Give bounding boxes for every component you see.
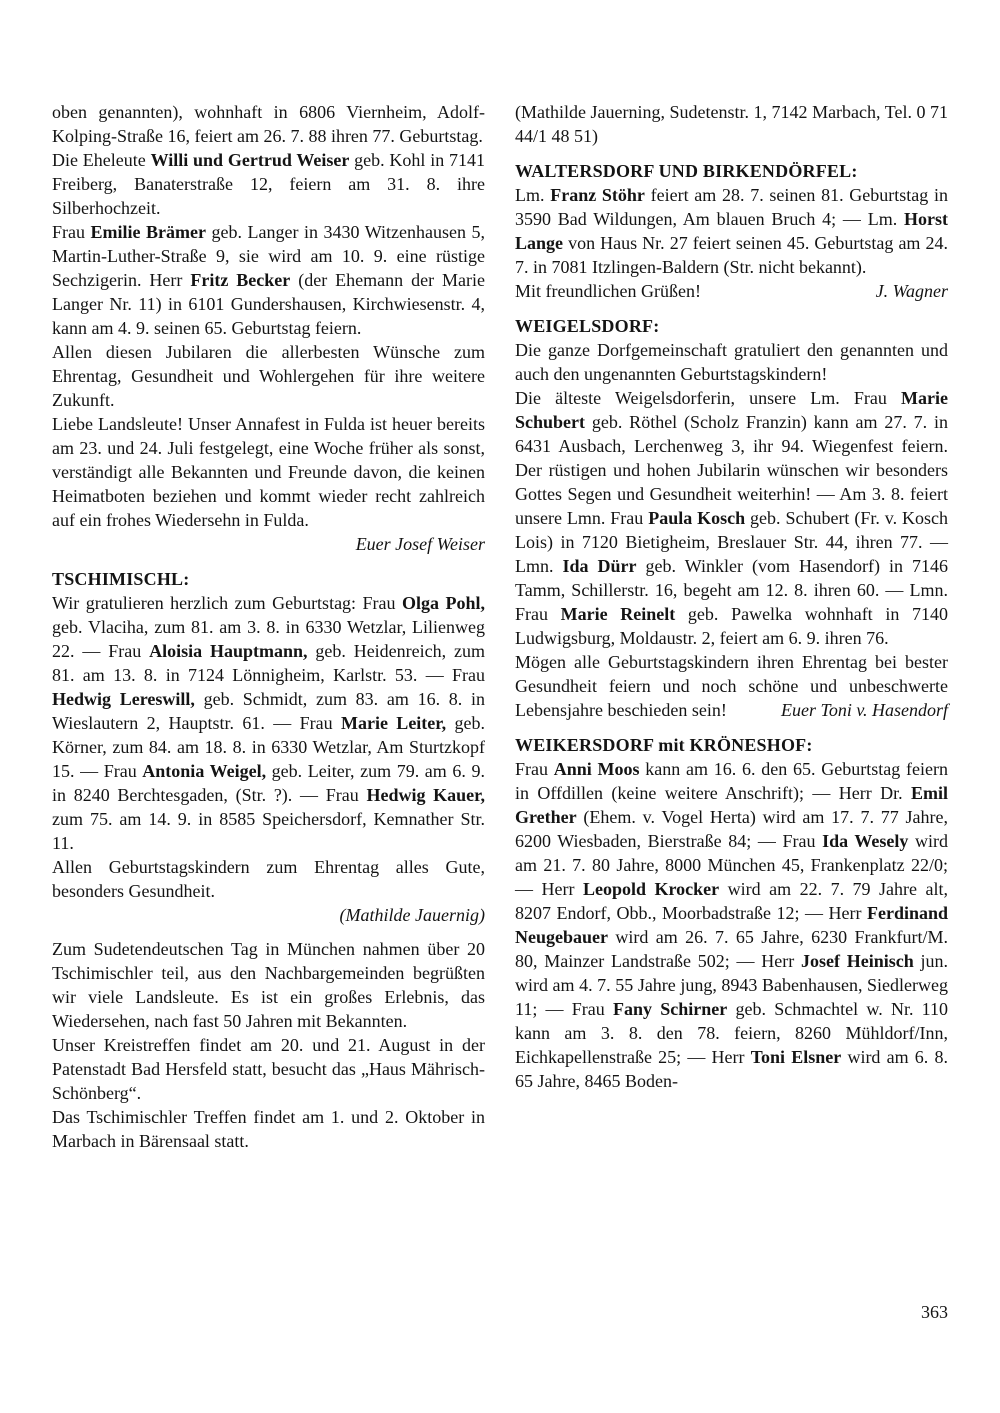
person-name: Marie Schubert xyxy=(515,388,948,432)
text-segment: Allen Geburtstagskindern zum Ehrentag alles Gute, besonders Gesundheit. xyxy=(52,857,485,901)
paragraph xyxy=(52,100,485,148)
text-segment: (Ehem. v. Vogel Herta) wird am 17. 7. 77 Jahre, 6200 Wiesbaden, Bierstraße 84; — Frau xyxy=(515,807,948,851)
text-segment: geb. Leiter, zum 79. am 6. 9. in 8240 Berchtesgaden, (Str. ?). — Frau xyxy=(52,761,485,805)
text-segment: kann am 16. 6. den 65. Geburtstag feiern in Offdillen (keine weitere Anschrift); — Herr Dr. xyxy=(515,759,949,803)
text-segment: Mit freundlichen Grüßen! xyxy=(515,281,701,301)
person-name: Hedwig Lereswill, xyxy=(52,689,195,709)
person-name: Fany Schirner xyxy=(613,999,728,1019)
signature-line: Euer Josef Weiser xyxy=(355,534,485,554)
text-segment: Zum Sudetendeutschen Tag in München nahmen über 20 Tschimischler teil, aus den Nachbargemeinden begrüßten wir viele Landsleute. Es ist ein großes Erlebnis, das Wiedersehen, nach fast 50 Jahren mit Bekannten. xyxy=(52,939,485,1031)
text-segment: (der Ehemann der Marie Langer Nr. 11) in 6101 Gundershausen, Kirchwiesenstr. 4, kann am 4. 9. seinen 65. Geburtstag feiern. xyxy=(52,270,485,338)
text-segment: Liebe Landsleute! Unser Annafest in Fulda ist heuer bereits am 23. und 24. Juli festgelegt, eine Woche früher als sonst, verständigt alle Bekannten und Freunde davon, die keinen Heimatboten beziehen und kommt wieder recht zahlreich auf ein frohes Wiedersehn in Fulda. xyxy=(52,414,485,530)
text-segment: geb. Vlaciha, zum 81. am 3. 8. in 6330 Wetzlar, Lilienweg 22. — Frau xyxy=(52,617,485,661)
person-name: Antonia Weigel, xyxy=(142,761,267,781)
text-segment: geb. Schmidt, zum 83. am 16. 8. in Wieslautern 2, Hauptstr. 61. — Frau xyxy=(52,689,486,733)
text-segment: geb. Körner, zum 84. am 18. 8. in 6330 Wetzlar, Am Sturtzkopf 15. — Frau xyxy=(52,713,485,781)
section-heading: TSCHIMISCHL: xyxy=(52,569,190,589)
person-name: Marie Reinelt xyxy=(560,604,676,624)
text-column-left xyxy=(52,100,485,1153)
person-name: Horst Lange xyxy=(515,209,948,253)
person-name: Emil Grether xyxy=(515,783,948,827)
paragraph xyxy=(52,591,485,855)
text-segment: geb. Winkler (vom Hasendorf) in 7146 Tamm, Schillerstr. 16, begeht am 12. 8. ihren 60. — Lmn. Frau xyxy=(515,556,948,624)
paragraph xyxy=(515,183,948,279)
paragraph xyxy=(52,412,485,532)
paragraph xyxy=(515,279,948,303)
paragraph xyxy=(515,650,948,722)
text-segment: geb. Heidenreich, zum 81. am 13. 8. in 7124 Lönnigheim, Karlstr. 53. — Frau xyxy=(52,641,485,685)
person-name: Ida Wesely xyxy=(822,831,909,851)
paragraph xyxy=(515,386,948,650)
text-segment: wird am 21. 7. 80 Jahre, 8000 München 45, Frankenplatz 22/0; — Herr xyxy=(515,831,948,899)
person-name: Anni Moos xyxy=(553,759,640,779)
paragraph xyxy=(515,338,948,386)
person-name: Leopold Krocker xyxy=(582,879,720,899)
section-heading: WEIGELSDORF: xyxy=(515,316,660,336)
text-column-right xyxy=(515,100,948,1153)
text-segment: (Mathilde Jauerning, Sudetenstr. 1, 7142 Marbach, Tel. 0 71 44/1 48 51) xyxy=(515,102,948,146)
text-segment: Die älteste Weigelsdorferin, unsere Lm. Frau xyxy=(515,388,902,408)
text-segment: feiert am 28. 7. seinen 81. Geburtstag in 3590 Bad Wildungen, Am blauen Bruch 4; — Lm. xyxy=(515,185,948,229)
text-columns xyxy=(52,100,948,1153)
person-name: Josef Heinisch xyxy=(800,951,914,971)
text-segment: Unser Kreistreffen findet am 20. und 21. August in der Patenstadt Bad Hersfeld statt, besucht das „Haus Mährisch-Schönberg“. xyxy=(52,1035,485,1103)
text-segment: Frau xyxy=(515,759,554,779)
text-segment: Die Eheleute xyxy=(52,150,151,170)
person-name: Ida Dürr xyxy=(562,556,637,576)
text-segment: zum 75. am 14. 9. in 8585 Speichersdorf, Kemnather Str. 11. xyxy=(52,809,485,853)
person-name: Hedwig Kauer, xyxy=(366,785,486,805)
inline-signature: Euer Toni v. Hasendorf xyxy=(780,700,948,720)
text-segment: geb. Langer in 3430 Witzenhausen 5, Martin-Luther-Straße 9, sie wird am 10. 9. eine rüstige Sechzigerin. Herr xyxy=(52,222,485,290)
text-segment: Wir gratulieren herzlich zum Geburtstag: Frau xyxy=(52,593,403,613)
text-segment: wird am 22. 7. 79 Jahre alt, 8207 Endorf, Obb., Moorbadstraße 12; — Herr xyxy=(515,879,949,923)
person-name: Paula Kosch xyxy=(648,508,746,528)
person-name: Aloisia Hauptmann, xyxy=(149,641,308,661)
paragraph xyxy=(52,855,485,903)
text-segment: jun. wird am 4. 7. 55 Jahre jung, 8943 Babenhausen, Siedlerweg 11; — Frau xyxy=(515,951,948,1019)
section-heading: WEIKERSDORF mit KRÖNESHOF: xyxy=(515,735,813,755)
paragraph xyxy=(515,757,948,1093)
text-segment: oben genannten), wohnhaft in 6806 Viernheim, Adolf-Kolping-Straße 16, feiert am 26. 7. 88 ihren 77. Geburtstag. xyxy=(52,102,485,146)
paragraph xyxy=(52,340,485,412)
text-segment: geb. Schmachtel w. Nr. 110 kann am 3. 8. den 78. feiern, 8260 Mühldorf/Inn, Eichkapellenstraße 25; — Herr xyxy=(515,999,949,1067)
text-segment: geb. Schubert (Fr. v. Kosch Lois) in 7120 Bietigheim, Breslauer Str. 44, ihren 77. — Lmn. xyxy=(515,508,949,576)
person-name: Ferdinand Neugebauer xyxy=(515,903,948,947)
section-heading: WALTERSDORF UND BIRKENDÖRFEL: xyxy=(515,161,858,181)
text-segment: Die ganze Dorfgemeinschaft gratuliert den genannten und auch den ungenannten Geburtstagskindern! xyxy=(515,340,948,384)
signature-line: (Mathilde Jauernig) xyxy=(339,905,485,925)
person-name: Franz Stöhr xyxy=(550,185,645,205)
page-number: 363 xyxy=(921,1302,948,1322)
text-segment: Lm. xyxy=(515,185,551,205)
text-segment: Allen diesen Jubilaren die allerbesten Wünsche zum Ehrentag, Gesundheit und Wohlergehen für ihre weitere Zukunft. xyxy=(52,342,485,410)
text-segment: von Haus Nr. 27 feiert seinen 45. Geburtstag am 24. 7. in 7081 Itzlingen-Baldern (Str. nicht bekannt). xyxy=(515,233,948,277)
person-name: Fritz Becker xyxy=(190,270,291,290)
paragraph xyxy=(52,1105,485,1153)
paragraph xyxy=(52,937,485,1033)
person-name: Toni Elsner xyxy=(750,1047,842,1067)
text-segment: geb. Pawelka wohnhaft in 7140 Ludwigsburg, Moldaustr. 2, feiert am 6. 9. ihren 76. xyxy=(515,604,948,648)
text-segment: geb. Röthel (Scholz Franzin) kann am 27. 7. in 6431 Ausbach, Lerchenweg 3, ihr 94. Wiegenfest feiern. Der rüstigen und hohen Jubilarin wünschen wir besonders Gottes Segen und Gesundheit weiterhin! — Am 3. 8. feiert unsere Lmn. Frau xyxy=(515,412,948,528)
paragraph xyxy=(52,1033,485,1105)
person-name: Emilie Brämer xyxy=(90,222,206,242)
text-segment: wird am 6. 8. 65 Jahre, 8465 Boden- xyxy=(515,1047,948,1091)
text-segment: wird am 26. 7. 65 Jahre, 6230 Frankfurt/M. 80, Mainzer Landstraße 502; — Herr xyxy=(515,927,948,971)
text-segment: Das Tschimischler Treffen findet am 1. und 2. Oktober in Marbach in Bärensaal statt. xyxy=(52,1107,485,1151)
paragraph xyxy=(52,220,485,340)
person-name: Olga Pohl, xyxy=(402,593,485,613)
text-segment: Mögen alle Geburtstagskindern ihren Ehrentag bei bester Gesundheit feiern und noch schöne und unbeschwerte Lebensjahre beschieden sein! xyxy=(515,652,948,720)
person-name: Marie Leiter, xyxy=(340,713,447,733)
text-segment: Frau xyxy=(52,222,91,242)
paragraph xyxy=(515,100,948,148)
paragraph xyxy=(52,148,485,220)
text-segment: geb. Kohl in 7141 Freiberg, Banaterstraße 12, feiern am 31. 8. ihre Silberhochzeit. xyxy=(52,150,485,218)
person-name: Willi und Gertrud Weiser xyxy=(150,150,350,170)
inline-signature: J. Wagner xyxy=(875,281,948,301)
